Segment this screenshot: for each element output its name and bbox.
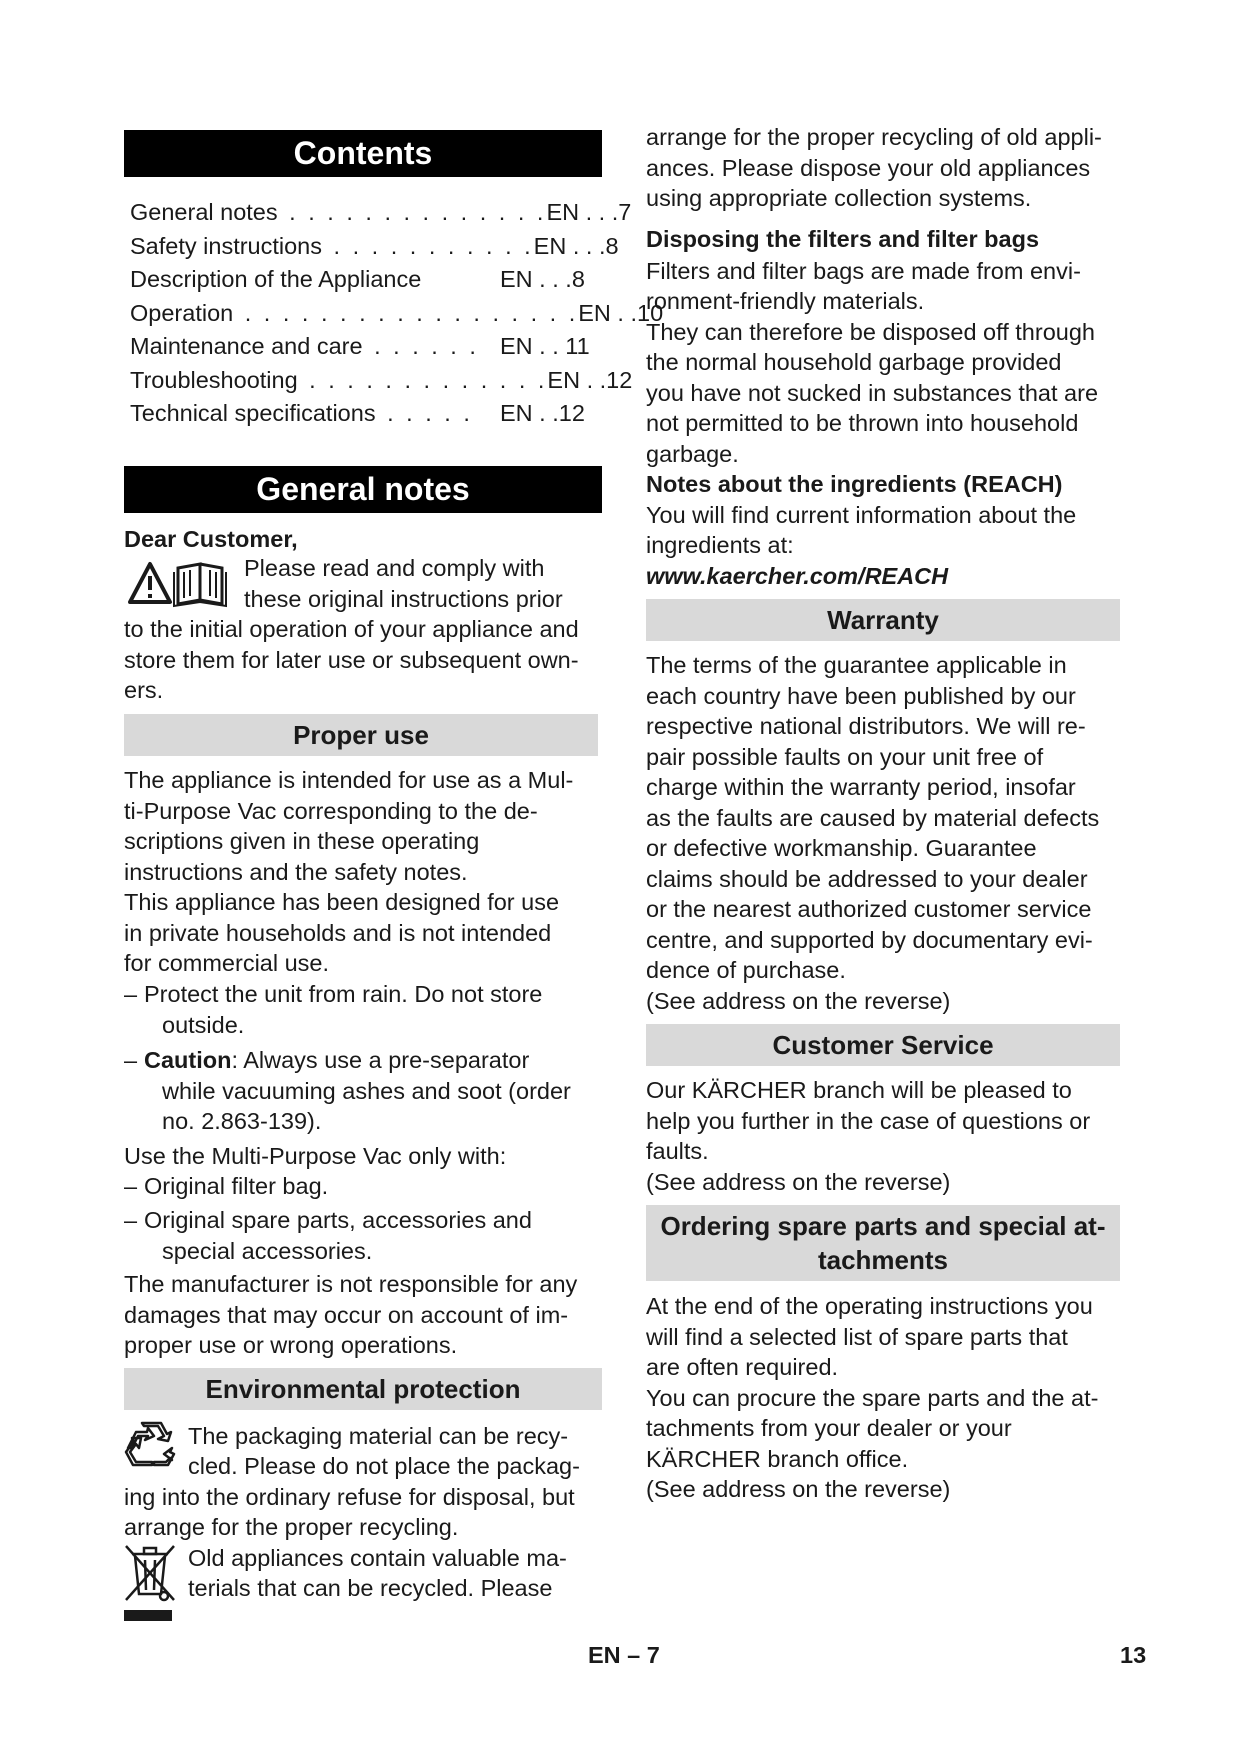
proper-use-line: ti-Purpose Vac corresponding to the de- (124, 798, 538, 824)
toc-row[interactable] (130, 297, 664, 331)
list-item-text: outside. (162, 1011, 245, 1038)
proper-use-heading: Proper use (124, 714, 598, 756)
warranty-line: (See address on the reverse) (646, 988, 951, 1014)
warranty-line: as the faults are caused by material defects (646, 805, 1100, 831)
continued-line: arrange for the proper recycling of old appli- (646, 124, 1102, 150)
intro-text-line: Please read and comply with (244, 555, 545, 581)
intro-text-line: to the initial operation of your appliance and (124, 616, 579, 642)
warranty-line: dence of purchase. (646, 957, 846, 983)
ordering-line: (See address on the reverse) (646, 1476, 951, 1502)
customer-service-heading: Customer Service (646, 1024, 1120, 1066)
intro-text-line: ers. (124, 677, 164, 703)
warranty-line: charge within the warranty period, insofar (646, 774, 1076, 800)
ordering-heading-line: Ordering spare parts and special at- (660, 1211, 1106, 1241)
recycle-text-line: The packaging material can be recy- (188, 1423, 569, 1449)
toc-dots (421, 263, 500, 297)
table-of-contents (130, 196, 664, 431)
filters-line: Filters and filter bags are made from envi- (646, 258, 1081, 284)
filters-line: ronment-friendly materials. (646, 288, 925, 314)
proper-use-line: This appliance has been designed for use (124, 889, 560, 915)
ordering-line: are often required. (646, 1354, 839, 1380)
toc-title: Technical specifications (130, 400, 376, 426)
recycle-text-line: ing into the ordinary refuse for disposal, but (124, 1484, 575, 1510)
toc-dots: . . . . . . (364, 333, 479, 359)
warranty-line: The terms of the guarantee applicable in (646, 652, 1067, 678)
crossed-bin-icon (124, 1542, 178, 1622)
proper-use-line: for commercial use. (124, 950, 330, 976)
reach-url-link[interactable]: www.kaercher.com/REACH (646, 563, 949, 589)
toc-dots: . . . . . . . . . . . . . . . . . . (235, 299, 579, 326)
warranty-line: each country have been published by our (646, 683, 1076, 709)
ordering-line: will find a selected list of spare parts that (646, 1324, 1068, 1350)
warning-manual-icon (128, 560, 236, 608)
toc-title: Maintenance and care (130, 333, 363, 359)
filters-line: you have not sucked in substances that are (646, 380, 1099, 406)
reach-heading: Notes about the ingredients (REACH) (646, 471, 1063, 497)
toc-title: Safety instructions (130, 232, 323, 259)
toc-ref: EN . .12 (500, 400, 585, 426)
list-item: – Original filter bag. (124, 1171, 600, 1202)
recycle-text-line: cled. Please do not place the packag- (188, 1453, 580, 1479)
toc-title: Operation (130, 299, 234, 326)
toc-row[interactable] (130, 196, 632, 230)
list-item-text: Original spare parts, accessories and (144, 1207, 532, 1233)
reach-line: You will find current information about the (646, 502, 1077, 528)
warranty-line: or the nearest authorized customer service (646, 896, 1092, 922)
list-item-text: while vacuuming ashes and soot (order (162, 1077, 571, 1104)
toc-title: General notes (130, 199, 278, 225)
filters-line: They can therefore be disposed off through (646, 319, 1095, 345)
recycle-icon (124, 1418, 178, 1472)
service-line: help you further in the case of questions or (646, 1108, 1091, 1134)
continued-line: using appropriate collection systems. (646, 185, 1032, 211)
warranty-line: claims should be addressed to your dealer (646, 866, 1088, 892)
manufacturer-line: damages that may occur on account of im- (124, 1302, 569, 1328)
caution-label: Caution (144, 1047, 232, 1073)
toc-ref: EN . . .7 (546, 199, 632, 225)
list-item-text: special accessories. (162, 1237, 373, 1264)
manufacturer-line: The manufacturer is not responsible for any (124, 1271, 578, 1297)
toc-ref: EN . . .8 (500, 266, 585, 292)
ordering-spare-parts-heading (646, 1205, 1120, 1281)
toc-ref: EN . . 11 (500, 333, 590, 359)
list-item: – Caution: Always use a pre-separator while vacuuming ashes and soot (order no. 2.863-139). (124, 1045, 600, 1137)
toc-row[interactable] (130, 364, 633, 398)
warranty-line: respective national distributors. We will re- (646, 713, 1086, 739)
toc-ref: EN . .12 (547, 366, 633, 393)
warranty-line: pair possible faults on your unit free of (646, 744, 1044, 770)
list-item: – Protect the unit from rain. Do not store outside. (124, 979, 600, 1040)
contents-heading: Contents (124, 130, 602, 177)
list-item-text: : Always use a pre-separator (231, 1047, 530, 1073)
proper-use-line: The appliance is intended for use as a Mul- (124, 767, 574, 793)
filters-line: not permitted to be thrown into household (646, 410, 1079, 436)
general-notes-heading: General notes (124, 466, 602, 513)
continued-line: ances. Please dispose your old appliances (646, 155, 1091, 181)
warranty-heading: Warranty (646, 599, 1120, 641)
proper-use-line: scriptions given in these operating (124, 828, 480, 854)
recycle-text-line: arrange for the proper recycling. (124, 1514, 459, 1540)
toc-row[interactable] (130, 230, 619, 264)
toc-ref: EN . . .8 (533, 232, 619, 259)
filters-heading: Disposing the filters and filter bags (646, 226, 1040, 252)
intro-text-line: these original instructions prior (244, 586, 563, 612)
list-item-text: no. 2.863-139). (162, 1108, 322, 1134)
proper-use-line: in private households and is not intended (124, 920, 552, 946)
toc-ref: EN . .10 (578, 299, 664, 326)
toc-dots: . . . . . . . . . . . . . . (279, 199, 547, 225)
filters-line: the normal household garbage provided (646, 349, 1062, 375)
toc-dots: . . . . . . . . . . . (324, 232, 534, 259)
toc-title: Troubleshooting (130, 366, 298, 393)
ordering-line: tachments from your dealer or your (646, 1415, 1012, 1441)
old-appliance-line: Old appliances contain valuable ma- (188, 1545, 567, 1571)
ordering-heading-line: tachments (817, 1245, 949, 1275)
page-reference: EN – 7 (588, 1642, 660, 1668)
service-line: faults. (646, 1138, 709, 1164)
toc-title: Description of the Appliance (130, 266, 422, 292)
toc-row[interactable] (130, 397, 600, 431)
service-line: Our KÄRCHER branch will be pleased to (646, 1077, 1072, 1103)
old-appliance-line: terials that can be recycled. Please (188, 1575, 553, 1601)
environmental-protection-heading: Environmental protection (124, 1368, 602, 1410)
list-item: – Original spare parts, accessories and special accessories. (124, 1205, 600, 1266)
use-only-with: Use the Multi-Purpose Vac only with: (124, 1143, 507, 1169)
ordering-line: You can procure the spare parts and the at- (646, 1385, 1099, 1411)
toc-row[interactable] (130, 330, 600, 364)
reach-line: ingredients at: (646, 532, 794, 558)
page-number: 13 (1120, 1642, 1147, 1668)
filters-line: garbage. (646, 441, 739, 467)
warranty-line: or defective workmanship. Guarantee (646, 835, 1037, 861)
toc-dots: . . . . . (377, 400, 473, 426)
service-line: (See address on the reverse) (646, 1169, 951, 1195)
toc-row[interactable] (130, 263, 600, 297)
intro-text-line: store them for later use or subsequent own- (124, 647, 579, 673)
ordering-line: KÄRCHER branch office. (646, 1446, 909, 1472)
proper-use-line: instructions and the safety notes. (124, 859, 468, 885)
list-item-text: Protect the unit from rain. Do not store (144, 981, 543, 1007)
toc-dots: . . . . . . . . . . . . . (299, 366, 548, 393)
dear-customer: Dear Customer, (124, 526, 298, 552)
list-item-text: Original filter bag. (144, 1173, 329, 1199)
manufacturer-line: proper use or wrong operations. (124, 1332, 458, 1358)
ordering-line: At the end of the operating instructions you (646, 1293, 1093, 1319)
warranty-line: centre, and supported by documentary evi- (646, 927, 1093, 953)
